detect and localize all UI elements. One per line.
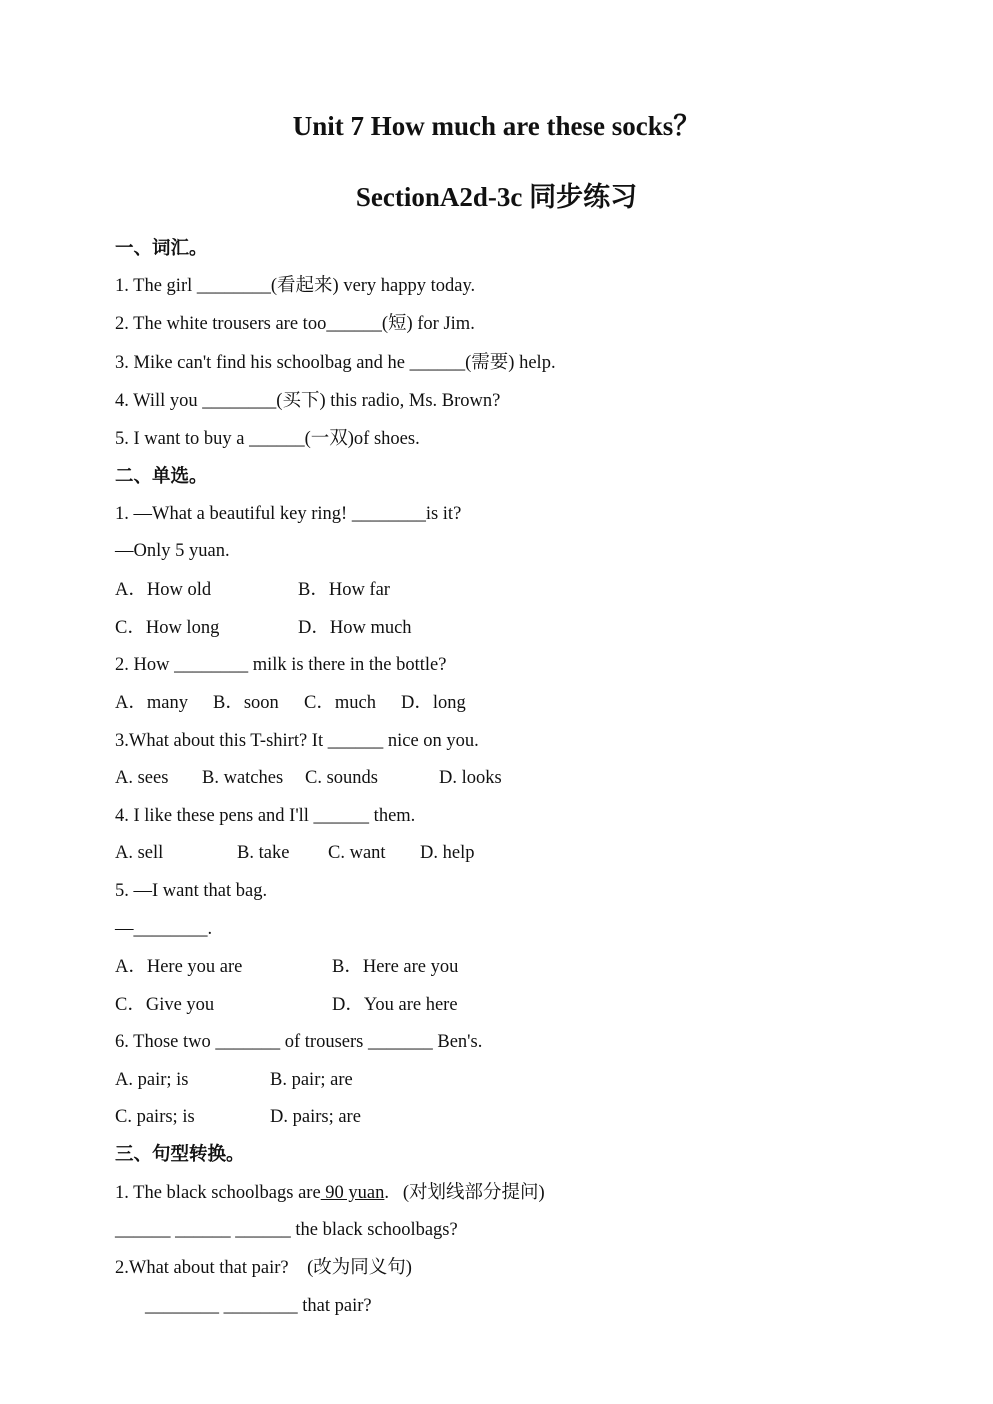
mc-question-2-stem: 2. How ________ milk is there in the bottle? <box>115 655 447 675</box>
mc-question-5-option-c: C．Give you <box>115 995 215 1015</box>
transform-question-1 <box>115 1182 545 1204</box>
mc-question-5-option-b: B．Here are you <box>332 957 459 977</box>
mc-question-4-option-a: A. sell <box>115 843 164 863</box>
mc-question-6-option-b: B. pair; are <box>270 1070 353 1090</box>
mc-question-1-option-d: D．How much <box>298 618 412 638</box>
page-title: Unit 7 How much are these socks？ <box>292 111 701 141</box>
vocab-question-2: 2. The white trousers are too______(短) for Jim. <box>115 314 475 334</box>
mc-question-6-option-d: D. pairs; are <box>270 1107 361 1127</box>
mc-question-3-option-c: C. sounds <box>305 768 378 788</box>
mc-question-2-option-d: D．long <box>401 693 466 713</box>
mc-question-6-option-c: C. pairs; is <box>115 1107 195 1127</box>
mc-question-3-option-b: B. watches <box>202 768 284 788</box>
mc-question-5-option-a: A．Here you are <box>115 957 243 977</box>
mc-question-1-stem: 1. —What a beautiful key ring! ________is it? <box>115 504 462 524</box>
mc-question-3-option-d: D. looks <box>439 768 502 788</box>
mc-question-6-option-a: A. pair; is <box>115 1070 189 1090</box>
mc-question-1-option-b: B．How far <box>298 580 390 600</box>
mc-question-1-option-a: A．How old <box>115 580 212 600</box>
transform-question-1-prefix: 1. The black schoolbags are <box>115 1183 321 1203</box>
mc-question-2-option-c: C．much <box>304 693 376 713</box>
transform-question-1-underlined: 90 yuan <box>320 1183 385 1203</box>
mc-question-5-reply: —________. <box>115 919 213 939</box>
mc-question-4-option-b: B. take <box>237 843 290 863</box>
mc-question-5-stem: 5. —I want that bag. <box>115 881 268 901</box>
mc-question-2-option-a: A．many <box>115 693 188 713</box>
vocab-question-4: 4. Will you ________(买下) this radio, Ms. Brown? <box>115 391 501 411</box>
section-heading-vocabulary: 一、词汇。 <box>115 239 208 259</box>
mc-question-3-option-a: A. sees <box>115 768 169 788</box>
section-heading-sentence-transformation: 三、句型转换。 <box>115 1145 245 1165</box>
section-heading-multiple-choice: 二、单选。 <box>115 467 208 487</box>
vocab-question-1: 1. The girl ________(看起来) very happy today. <box>115 276 476 296</box>
mc-question-1-reply: —Only 5 yuan. <box>115 541 230 561</box>
transform-question-2: 2.What about that pair? (改为同义句) <box>115 1258 412 1278</box>
mc-question-4-stem: 4. I like these pens and I'll ______ them. <box>115 806 416 826</box>
mc-question-6-stem: 6. Those two _______ of trousers _______ Ben's. <box>115 1032 483 1052</box>
mc-question-4-option-d: D. help <box>420 843 475 863</box>
mc-question-4-option-c: C. want <box>328 843 386 863</box>
mc-question-3-stem: 3.What about this T-shirt? It ______ nice on you. <box>115 731 479 751</box>
vocab-question-5: 5. I want to buy a ______(一双)of shoes. <box>115 429 420 449</box>
transform-question-1-suffix: . (对划线部分提问) <box>384 1183 545 1203</box>
transform-question-1-answer: ______ ______ ______ the black schoolbags? <box>115 1220 458 1240</box>
mc-question-2-option-b: B．soon <box>213 693 279 713</box>
transform-question-2-answer: ________ ________ that pair? <box>145 1296 372 1316</box>
vocab-question-3: 3. Mike can't find his schoolbag and he ______(需要) help. <box>115 353 556 373</box>
page-subtitle: SectionA2d-3c 同步练习 <box>355 182 638 212</box>
mc-question-1-option-c: C．How long <box>115 618 220 638</box>
mc-question-5-option-d: D．You are here <box>332 995 458 1015</box>
